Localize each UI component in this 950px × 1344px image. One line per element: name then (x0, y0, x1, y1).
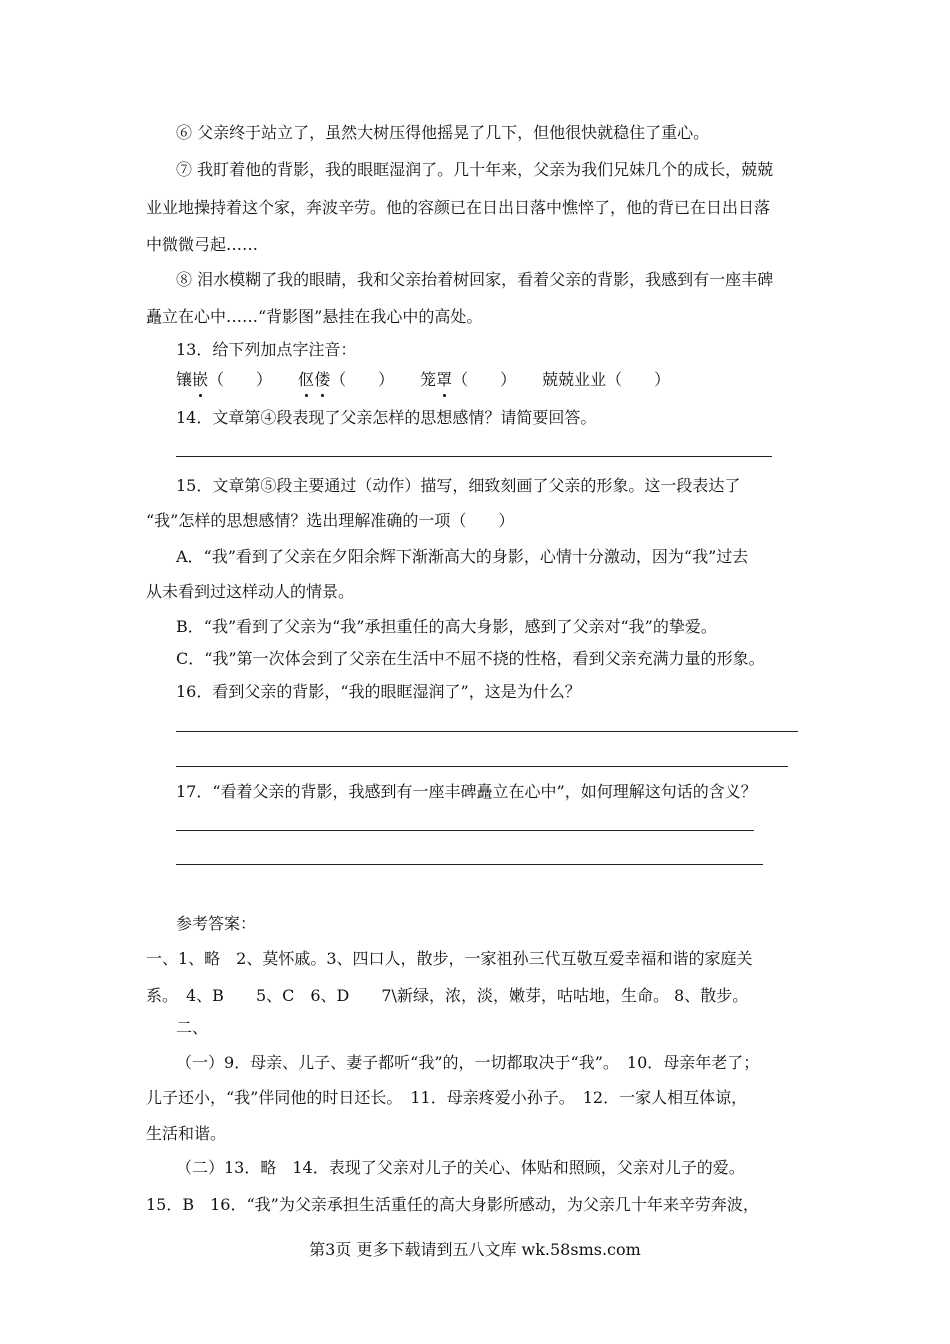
question-17-answer-line-1 (176, 830, 754, 831)
page-footer: 第3页 更多下载请到五八文库 wk.58sms.com (309, 1240, 641, 1259)
word-1-blank: （ ） (208, 370, 273, 389)
paragraph-8-line-2: 矗立在心中……“背影图”悬挂在我心中的高处。 (146, 307, 483, 326)
question-15-line-1: 15．文章第⑤段主要通过（动作）描写，细致刻画了父亲的形象。这一段表达了 (176, 476, 741, 495)
question-15-option-c: C．“我”第一次体会到了父亲在生活中不屈不挠的性格，看到父亲充满力量的形象。 (176, 649, 765, 668)
word-4: 兢兢业业（ ） (542, 370, 671, 389)
paragraph-7-line-1: ⑦ 我盯着他的背影，我的眼眶湿润了。几十年来，父亲为我们兄妹几个的成长，兢兢 (176, 160, 774, 179)
question-17-answer-line-2 (176, 864, 763, 865)
answers-group-1-line-2: 儿子还小，“我”伴同他的时日还长。 11．母亲疼爱小孙子。 12．一家人相互体谅， (146, 1088, 748, 1107)
question-14-answer-line (176, 456, 772, 457)
paragraph-6: ⑥ 父亲终于站立了，虽然大树压得他摇晃了几下，但他很快就稳住了重心。 (176, 123, 710, 142)
answers-group-1-line-1: （一）9．母亲、儿子、妻子都听“我”的，一切都取决于“我”。 10．母亲年老了； (176, 1053, 760, 1072)
word-2-blank: （ ） (330, 370, 395, 389)
word-3: 笼罩（ ） (420, 370, 516, 389)
word-1: 镶嵌（ ） (176, 370, 272, 389)
answers-title: 参考答案： (176, 914, 257, 933)
question-16-prompt: 16．看到父亲的背影，“我的眼眶湿润了”，这是为什么？ (176, 682, 581, 701)
word-3-blank: （ ） (452, 370, 517, 389)
answers-section-1-line-2: 系。 4、B 5、C 6、D 7\新绿，浓，淡，嫩芽，咕咕地，生命。 8、散步。 (146, 986, 749, 1005)
question-17-prompt: 17．“看着父亲的背影，我感到有一座丰碑矗立在心中”，如何理解这句话的含义？ (176, 782, 757, 801)
question-13-words (176, 368, 670, 392)
question-16-answer-line-1 (176, 731, 798, 732)
word-4-blank: （ ） (606, 370, 671, 389)
paragraph-7-line-2: 业业地操持着这个家，奔波辛劳。他的容颜已在日出日落中憔悴了，他的背已在日出日落 (146, 198, 771, 217)
paragraph-8-line-1: ⑧ 泪水模糊了我的眼睛，我和父亲抬着树回家，看着父亲的背影，我感到有一座丰碑 (176, 270, 774, 289)
question-15-option-a-line-2: 从未看到过这样动人的情景。 (146, 582, 355, 601)
paragraph-7-line-3: 中微微弓起…… (146, 235, 259, 254)
answers-section-2-label: 二、 (176, 1018, 209, 1037)
question-14-prompt: 14．文章第④段表现了父亲怎样的思想感情？请简要回答。 (176, 408, 597, 427)
answers-group-2-line-1: （二）13．略 14．表现了父亲对儿子的关心、体贴和照顾，父亲对儿子的爱。 (176, 1158, 745, 1177)
answers-group-1-line-3: 生活和谐。 (146, 1124, 227, 1143)
question-15-line-2: “我”怎样的思想感情？选出理解准确的一项（ ） (146, 511, 515, 530)
question-15-option-b: B．“我”看到了父亲为“我”承担重任的高大身影，感到了父亲对“我”的挚爱。 (176, 617, 717, 636)
question-16-answer-line-2 (176, 766, 788, 767)
answers-group-2-line-2: 15．B 16．“我”为父亲承担生活重任的高大身影所感动，为父亲几十年来辛劳奔波， (146, 1195, 759, 1214)
question-13-prompt: 13．给下列加点字注音： (176, 340, 357, 359)
question-15-option-a-line-1: A．“我”看到了父亲在夕阳余辉下渐渐高大的身影，心情十分激动，因为“我”过去 (176, 547, 749, 566)
word-2: 伛偻（ ） (298, 370, 394, 389)
answers-section-1-line-1: 一、1、略 2、莫怀戚。3、四口人，散步，一家祖孙三代互敬互爱幸福和谐的家庭关 (146, 949, 753, 968)
